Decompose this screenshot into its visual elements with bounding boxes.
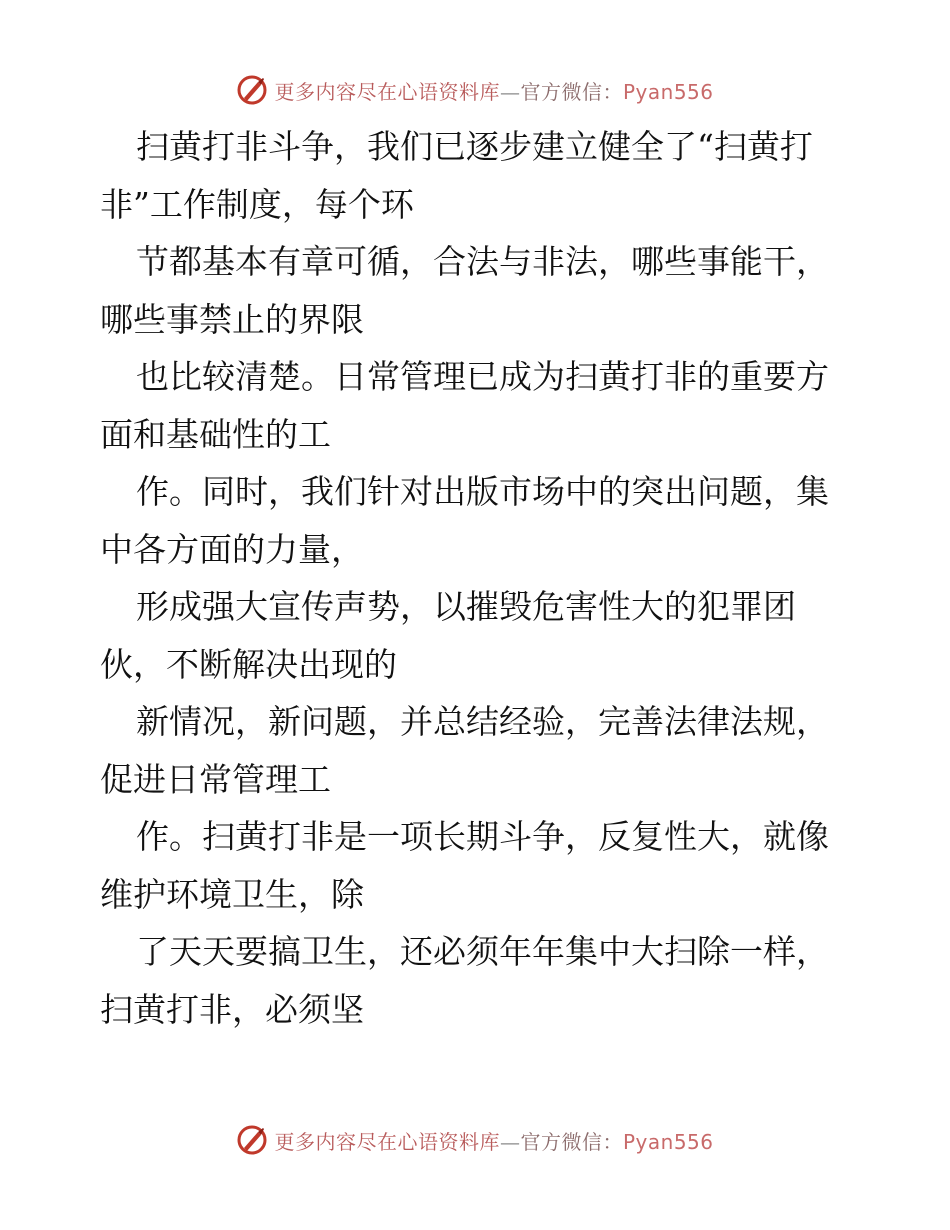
document-body [100,118,860,1038]
footer-banner [0,1120,950,1160]
footer-dash: — [499,1129,521,1154]
body-line: 新情况，新问题，并总结经验，完善法律法规， [136,702,829,741]
body-line: 扫黄打非，必须坚 [100,989,364,1029]
footer-wechat-id: Pyan556 [622,1129,714,1154]
header-banner [0,70,950,110]
header-brand: 更多内容尽在心语资料库 [274,79,500,104]
footer-brand: 更多内容尽在心语资料库 [274,1129,500,1154]
body-line: 维护环境卫生，除 [100,874,364,914]
body-line: 作。扫黄打非是一项长期斗争，反复性大，就像 [136,817,829,856]
footer-banner-text [274,1126,713,1155]
quill-pen-logo-icon [236,74,268,106]
footer-wechat-label: 官方微信： [520,1129,623,1154]
body-line: 伙，不断解决出现的 [100,644,397,684]
header-dash: — [499,79,521,104]
body-line: 促进日常管理工 [100,759,331,799]
body-line: 形成强大宣传声势，以摧毁危害性大的犯罪团 [136,587,796,626]
header-wechat-label: 官方微信： [520,79,623,104]
body-line: 哪些事禁止的界限 [100,299,364,339]
quill-pen-logo-icon [236,1124,268,1156]
body-line: 扫黄打非斗争，我们已逐步建立健全了“扫黄打 [136,127,813,166]
header-wechat-id: Pyan556 [622,79,714,104]
body-line: 节都基本有章可循，合法与非法，哪些事能干， [136,242,829,281]
header-banner-text [274,76,713,105]
body-line: 也比较清楚。日常管理已成为扫黄打非的重要方 [136,357,829,396]
body-line: 非”工作制度，每个环 [100,184,414,224]
body-line: 了天天要搞卫生，还必须年年集中大扫除一样， [136,932,829,971]
body-line: 面和基础性的工 [100,414,331,454]
body-line: 中各方面的力量， [100,529,364,569]
body-line: 作。同时，我们针对出版市场中的突出问题，集 [136,472,829,511]
